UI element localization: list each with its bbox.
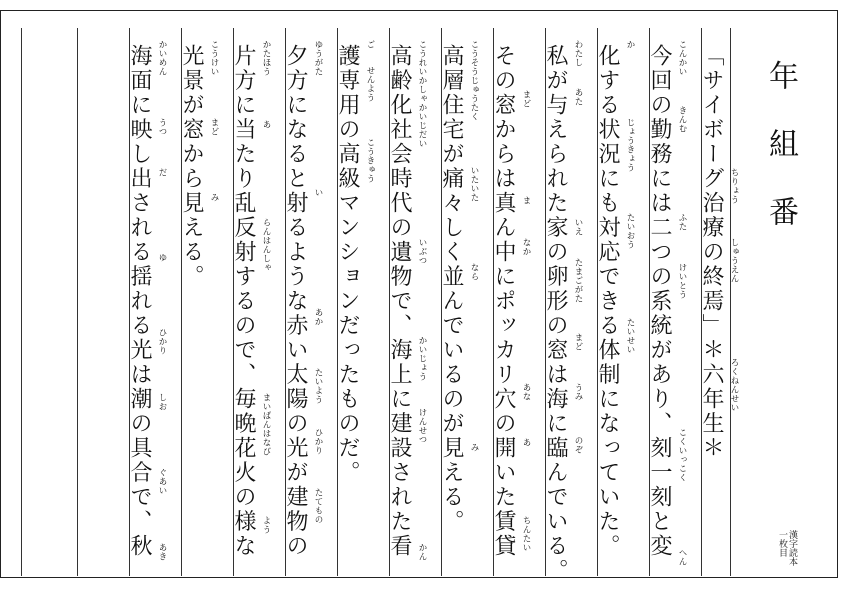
furigana: あか — [313, 308, 323, 326]
series-line-1: 漢字読本 — [787, 530, 797, 566]
furigana-column-2 — [676, 38, 688, 578]
furigana: ゆ — [157, 253, 167, 262]
furigana: なら — [469, 263, 479, 281]
text-column-1: 「サイボーグ治療の終焉」＊六年生＊ — [699, 44, 724, 461]
text-column-8: 護専用の高級マンションだったものだ。 — [335, 44, 360, 485]
furigana: ちりょう — [729, 168, 739, 204]
furigana-column-6 — [468, 38, 480, 578]
furigana: よう — [261, 516, 271, 534]
furigana: ちんたい — [521, 516, 531, 552]
series-label — [777, 530, 797, 566]
furigana: ま — [521, 196, 531, 205]
furigana: たいおう — [625, 213, 635, 249]
furigana: へん — [677, 548, 687, 566]
furigana-column-11 — [208, 38, 220, 578]
furigana: けんせつ — [417, 408, 427, 444]
series-line-2: 一枚目 — [777, 530, 787, 557]
text-column-2: 今回の勤務には二つの系統があり、刻一刻と変 — [647, 44, 672, 559]
furigana-column-10 — [260, 38, 272, 578]
text-column-6: 高層住宅が痛々しく並んでいるのが見える。 — [439, 44, 464, 534]
furigana-column-4 — [572, 38, 584, 578]
text-column-9: 夕方になると射るような赤い太陽の光が建物の — [283, 44, 308, 559]
furigana-column-7 — [416, 38, 428, 578]
furigana: み — [209, 193, 219, 202]
text-column-4: 私が与えられた家の卵形の窓は海に臨んでいる。 — [543, 44, 568, 583]
furigana: こうれいかしゃかいじだい — [417, 40, 427, 148]
furigana: ご — [365, 40, 375, 49]
furigana: いたいた — [469, 166, 479, 202]
furigana-column-12 — [156, 38, 168, 578]
furigana: ふた — [677, 213, 687, 231]
furigana: せんよう — [365, 66, 375, 102]
furigana: うみ — [573, 383, 583, 401]
furigana: ひかり — [157, 328, 167, 355]
furigana: い — [313, 188, 323, 197]
text-column-3: 化する状況にも対応できる体制になっていた。 — [595, 44, 620, 559]
furigana: けいとう — [677, 263, 687, 299]
furigana-column-8 — [364, 38, 376, 578]
furigana: ろくねんせい — [729, 358, 739, 412]
furigana: じょうきょう — [625, 118, 635, 172]
furigana: まど — [573, 333, 583, 351]
text-column-10: 片方に当たり乱反射するので、毎晩花火の様な — [231, 44, 256, 559]
furigana: かいめん — [157, 40, 167, 76]
furigana: たてもの — [313, 488, 323, 524]
furigana: いえ — [573, 218, 583, 236]
rule-line — [21, 28, 22, 576]
furigana: み — [469, 443, 479, 452]
text-column-7: 高齢化社会時代の遺物で、海上に建設された看 — [387, 44, 412, 559]
furigana: たまごがた — [573, 258, 583, 303]
furigana: かたほう — [261, 40, 271, 76]
furigana: こんかい — [677, 40, 687, 76]
furigana: しお — [157, 393, 167, 411]
furigana: ひかり — [313, 428, 323, 455]
furigana: こくいっこく — [677, 428, 687, 482]
furigana: まど — [521, 90, 531, 108]
furigana: なか — [521, 238, 531, 256]
furigana: らんはんしゃ — [261, 218, 271, 272]
furigana: まど — [209, 118, 219, 136]
text-column-12: 海面に映し出される揺れる光は潮の具合で、秋 — [127, 44, 152, 559]
furigana: ぐあい — [157, 468, 167, 495]
furigana: こうきゅう — [365, 138, 375, 183]
rule-line — [77, 28, 78, 576]
furigana: だ — [157, 168, 167, 177]
furigana: あ — [521, 438, 531, 447]
grade-class-number-label: 年組番 — [763, 60, 798, 264]
furigana: あき — [157, 543, 167, 561]
furigana: あた — [573, 88, 583, 106]
furigana: あな — [521, 383, 531, 401]
text-column-11: 光景が窓から見える。 — [179, 44, 204, 289]
furigana-column-9 — [312, 38, 324, 578]
furigana: か — [625, 40, 635, 49]
furigana: たいせい — [625, 318, 635, 354]
furigana: たいよう — [313, 368, 323, 404]
furigana: かん — [417, 543, 427, 561]
furigana: わたし — [573, 40, 583, 67]
furigana: まいばんはなび — [261, 393, 271, 456]
furigana: いぶつ — [417, 238, 427, 265]
furigana-column-1 — [728, 38, 740, 578]
furigana: のぞ — [573, 436, 583, 454]
furigana: こうそうじゅうたく — [469, 40, 479, 121]
furigana-column-5 — [520, 38, 532, 578]
furigana: うつ — [157, 118, 167, 136]
furigana: こうけい — [209, 40, 219, 76]
furigana: あ — [261, 120, 271, 129]
text-column-5: その窓からは真ん中にポッカリ穴の開いた賃貸 — [491, 44, 516, 559]
furigana: しゅうえん — [729, 238, 739, 283]
furigana: かいじょう — [417, 336, 427, 381]
furigana: きんむ — [677, 106, 687, 133]
furigana: ゆうがた — [313, 40, 323, 76]
furigana-column-3 — [624, 38, 636, 578]
